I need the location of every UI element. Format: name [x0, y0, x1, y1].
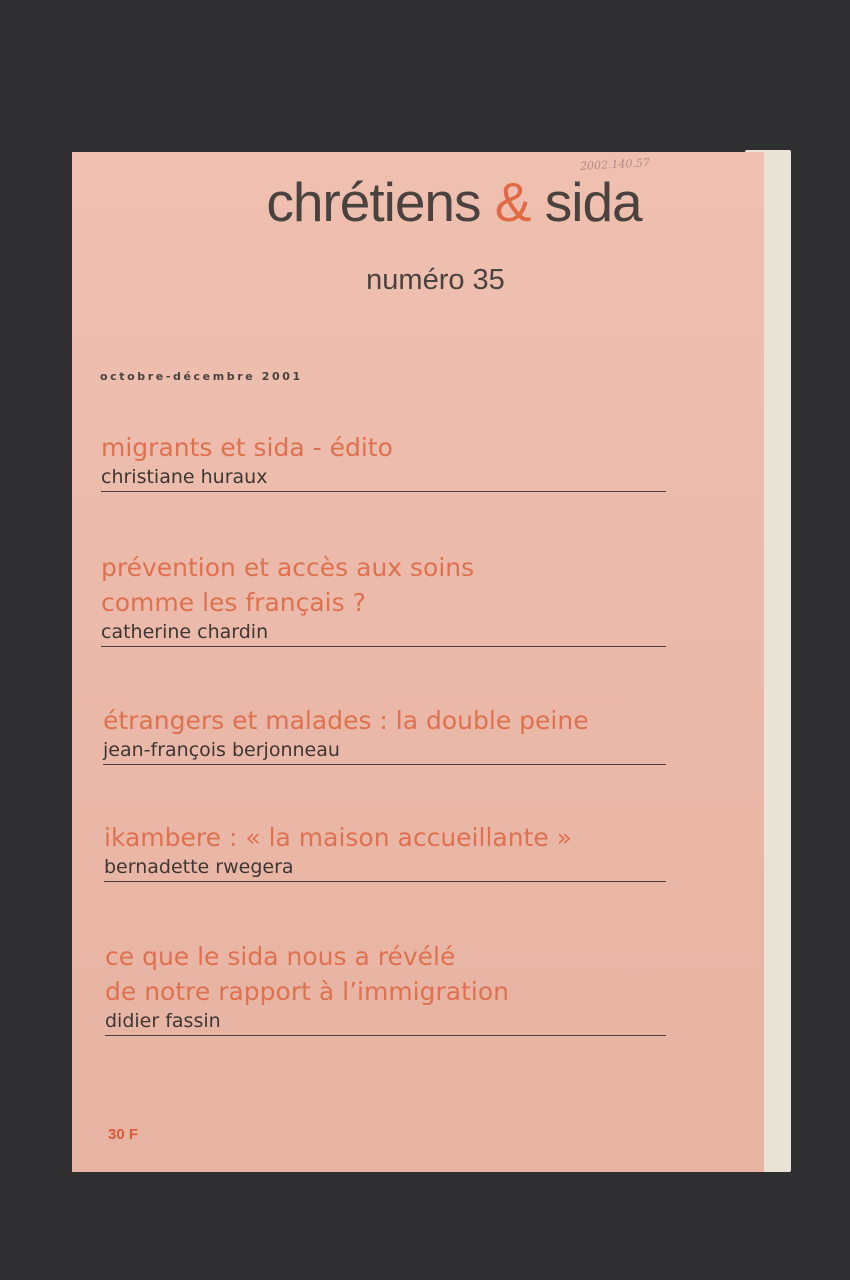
article-title: prévention et accès aux soins — [101, 553, 475, 582]
article-title: ikambere : « la maison accueillante » — [104, 823, 572, 852]
article-author: jean-françois berjonneau — [103, 739, 340, 761]
handwritten-catalog-number: 2002.140.57 — [579, 156, 651, 173]
masthead — [72, 170, 764, 234]
masthead-word-2: sida — [544, 171, 642, 233]
article-entry — [103, 703, 666, 765]
article-author: didier fassin — [105, 1010, 221, 1032]
article-author: christiane huraux — [101, 466, 268, 488]
article-title: comme les français ? — [101, 588, 366, 617]
article-entry — [101, 550, 666, 647]
masthead-word-1: chrétiens — [266, 171, 481, 233]
article-title: ce que le sida nous a révélé — [105, 942, 456, 971]
article-title: de notre rapport à l’immigration — [105, 977, 509, 1006]
issue-number: numéro 35 — [366, 264, 505, 296]
price: 30 F — [108, 1126, 139, 1143]
article-author: bernadette rwegera — [104, 856, 294, 878]
article-title: étrangers et malades : la double peine — [103, 706, 589, 735]
article-title: migrants et sida - édito — [101, 433, 393, 462]
article-entry — [101, 430, 666, 492]
article-entry — [104, 820, 666, 882]
issue-date: octobre-décembre 2001 — [100, 370, 303, 383]
article-entry — [105, 939, 666, 1036]
magazine-cover — [72, 152, 764, 1172]
article-author: catherine chardin — [101, 621, 269, 643]
masthead-ampersand: & — [494, 171, 531, 233]
